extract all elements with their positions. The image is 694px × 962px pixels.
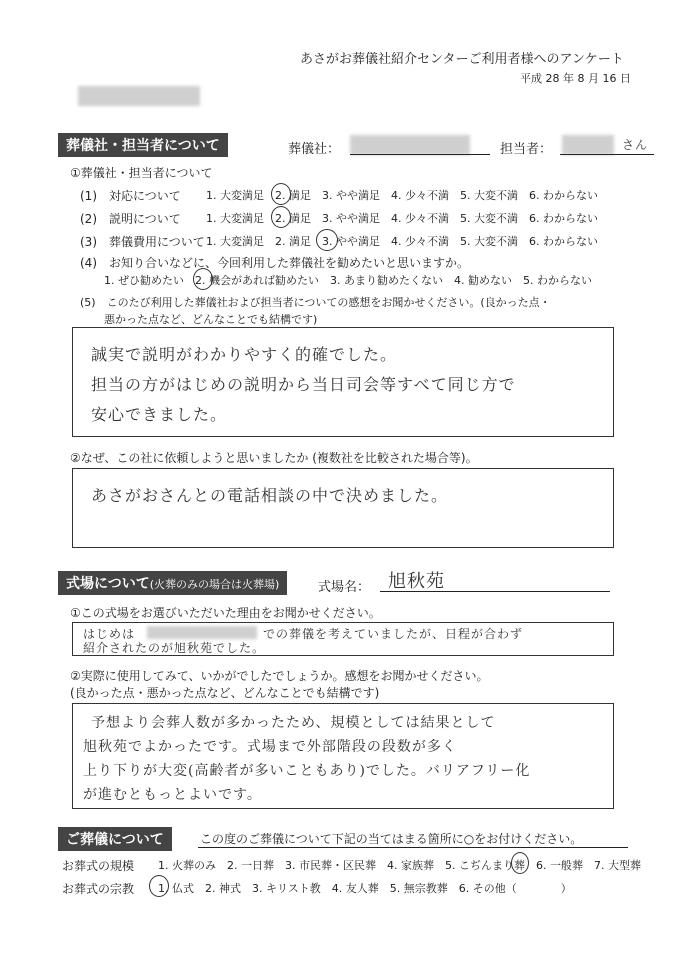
survey-title: あさがお葬儀社紹介センターご利用者様へのアンケート bbox=[300, 52, 624, 67]
q5-answer-line-3: 安心できました。 bbox=[91, 405, 228, 424]
venue-q1-answer-box bbox=[72, 622, 614, 656]
row-label-1: (1) 対応について bbox=[80, 189, 181, 203]
venue-q2-answer-line-2: 旭秋苑でよかったです。式場まで外部階段の段数が多く bbox=[83, 739, 457, 755]
company-label: 葬儀社： bbox=[288, 142, 341, 157]
row-label-2: (2) 説明について bbox=[80, 212, 181, 226]
redacted-staff bbox=[562, 135, 614, 155]
answer-circle-2 bbox=[271, 206, 291, 228]
redacted-company bbox=[350, 135, 470, 155]
venue-field-line bbox=[380, 591, 610, 592]
staff-field-line bbox=[560, 154, 654, 155]
q5-text-line2: 悪かった点など、どんなことでも結構です) bbox=[104, 313, 318, 326]
staff-label: 担当者： bbox=[500, 142, 553, 157]
religion-label: お葬式の宗教 bbox=[62, 882, 135, 896]
venue-label: 式場名： bbox=[318, 580, 371, 595]
q5-answer-line-2: 担当の方がはじめの説明から当日司会等すべて同じ方で bbox=[91, 375, 516, 394]
venue-q1-text: ①この式場をお選びいただいた理由をお聞かせください。 bbox=[70, 606, 381, 620]
q5-answer-line-1: 誠実で説明がわかりやすく的確でした。 bbox=[91, 345, 398, 364]
section-bar-venue bbox=[58, 571, 287, 595]
scale-label: お葬式の規模 bbox=[62, 859, 135, 873]
venue-q1-answer-a: はじめは bbox=[83, 627, 136, 641]
scale-options: 1. 火葬のみ 2. 一日葬 3. 市民葬・区民葬 4. 家族葬 5. こぢんまり葬 6. 一般葬 7. 大型葬 bbox=[158, 859, 641, 872]
section-bar-venue-title: 式場について bbox=[66, 576, 150, 592]
venue-q2-text-line1: ②実際に使用してみて、いかがでしたでしょうか。感想をお聞かせください。 bbox=[70, 669, 489, 683]
venue-q2-answer-box bbox=[72, 703, 614, 809]
venue-q2-answer-line-4: が進むともっとよいです。 bbox=[83, 787, 262, 803]
q5-text-line1: (5) このたび利用した葬儀社および担当者についての感想をお聞かせください。(良かった点・ bbox=[80, 296, 551, 309]
answer-circle-3 bbox=[316, 229, 338, 251]
answer-circle-religion bbox=[149, 875, 169, 897]
survey-date: 平成 28 年 8 月 16 日 bbox=[520, 72, 631, 85]
row-options-3: 1. 大変満足 2. 満足 3. やや満足 4. 少々不満 5. 大変不満 6. わからない bbox=[206, 235, 598, 248]
venue-q1-answer-b: での葬儀を考えていましたが、日程が合わず bbox=[263, 627, 524, 641]
company-field-line bbox=[350, 154, 490, 155]
answer-circle-q4 bbox=[193, 268, 213, 290]
q4-text: (4) お知り合いなどに、今回利用した葬儀社を勧めたいと思いますか。 bbox=[80, 256, 470, 270]
funeral-intro: この度のご葬儀について下記の当てはまる箇所に○をお付けください。 bbox=[200, 832, 583, 846]
section-bar-funeral: ご葬儀について bbox=[58, 827, 172, 851]
row-options-2: 1. 大変満足 2. 満足 3. やや満足 4. 少々不満 5. 大変不満 6. わからない bbox=[206, 212, 598, 225]
section-bar-funeral-company: 葬儀社・担当者について bbox=[58, 133, 228, 157]
q5-answer-box bbox=[72, 327, 614, 437]
redacted-venue bbox=[147, 626, 257, 639]
venue-q1-answer-c: 紹介されたのが旭秋苑でした。 bbox=[83, 641, 266, 655]
venue-q2-answer-line-3: 上り下りが大変(高齢者が多いこともあり)でした。バリアフリー化 bbox=[83, 763, 531, 779]
row-label-3: (3) 葬儀費用について bbox=[80, 235, 205, 249]
answer-circle-scale bbox=[511, 852, 529, 874]
religion-options: 1. 仏式 2. 神式 3. キリスト教 4. 友人葬 5. 無宗教葬 6. その他（ ） bbox=[158, 882, 572, 895]
q2-text: ②なぜ、この社に依頼しようと思いましたか (複数社を比較された場合等)。 bbox=[70, 451, 478, 465]
redacted-name bbox=[78, 86, 200, 106]
q2-answer: あさがおさんとの電話相談の中で決めました。 bbox=[91, 486, 449, 505]
q2-answer-box bbox=[72, 468, 614, 548]
answer-circle-1 bbox=[271, 183, 291, 205]
venue-q2-answer-line-1: 予想より会葬人数が多かったため、規模としては結果として bbox=[91, 715, 496, 731]
section-bar-venue-sub: (火葬のみの場合は火葬場) bbox=[149, 578, 280, 591]
staff-suffix: さん bbox=[622, 138, 649, 152]
funeral-intro-underline bbox=[198, 847, 628, 848]
venue-value: 旭秋苑 bbox=[388, 571, 445, 592]
q1-heading: ①葬儀社・担当者について bbox=[70, 166, 213, 180]
venue-q2-text-line2: (良かった点・悪かった点など、どんなことでも結構です) bbox=[70, 686, 380, 700]
row-options-1: 1. 大変満足 2. 満足 3. やや満足 4. 少々不満 5. 大変不満 6. わからない bbox=[206, 189, 598, 202]
q4-options: 1. ぜひ勧めたい 2. 機会があれば勧めたい 3. あまり勧めたくない 4. 勧めない 5. わからない bbox=[104, 274, 592, 287]
